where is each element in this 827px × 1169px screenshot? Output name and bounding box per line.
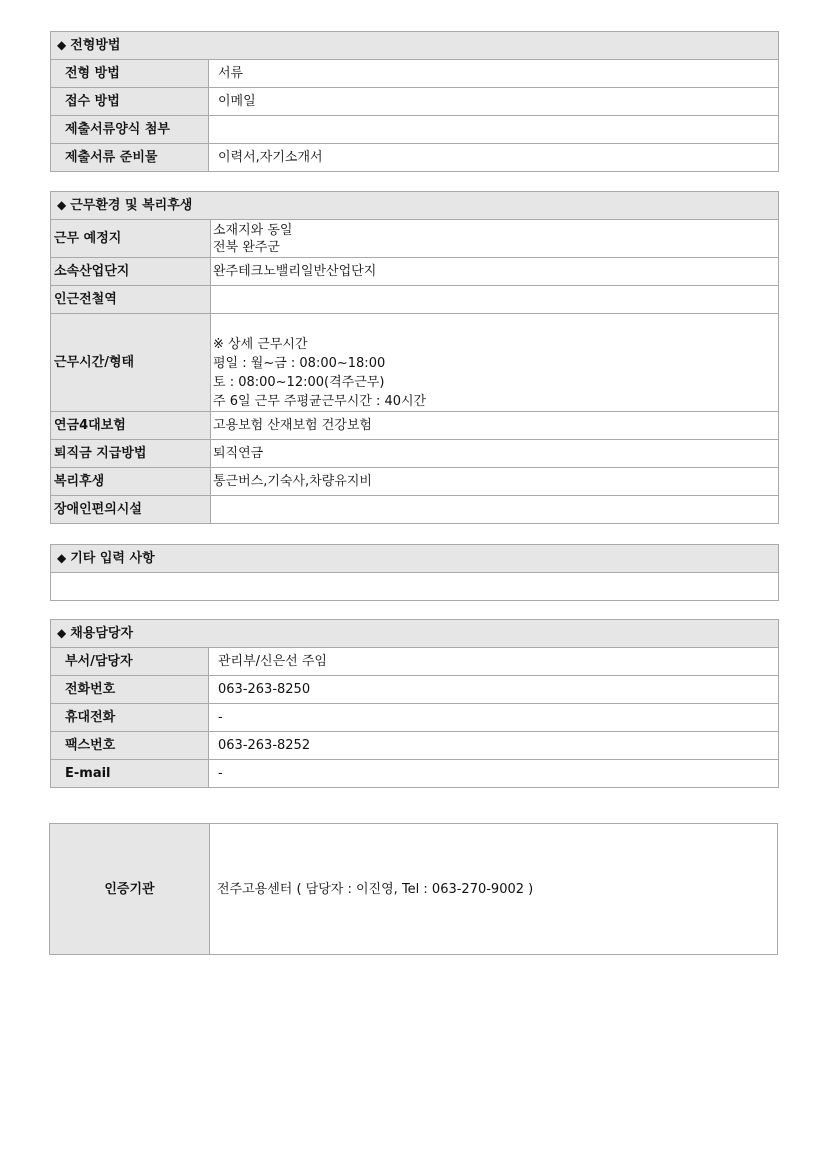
location-label: 근무 예정지 (51, 220, 211, 258)
work-table (50, 191, 779, 524)
insurance-label: 연금4대보험 (51, 412, 211, 440)
welfare-label: 복리후생 (51, 468, 211, 496)
fax-value: 063-263-8252 (209, 732, 779, 760)
insurance-value: 고용보험 산재보험 건강보험 (211, 412, 779, 440)
certification-label: 인증기관 (50, 824, 210, 955)
industrial-value: 완주테크노밸리일반산업단지 (211, 258, 779, 286)
etc-value (51, 573, 779, 601)
documents-value: 이력서,자기소개서 (209, 144, 779, 172)
certification-value: 전주고용센터 ( 담당자 : 이진영, Tel : 063-270-9002 ) (210, 824, 778, 955)
phone-label: 전화번호 (51, 676, 209, 704)
method-value: 서류 (209, 60, 779, 88)
mobile-value: - (209, 704, 779, 732)
welfare-value: 통근버스,기숙사,차량유지비 (211, 468, 779, 496)
fax-label: 팩스번호 (51, 732, 209, 760)
form-attachment-value (209, 116, 779, 144)
phone-value: 063-263-8250 (209, 676, 779, 704)
contact-table (50, 619, 779, 788)
industrial-label: 소속산업단지 (51, 258, 211, 286)
hours-value: ※ 상세 근무시간 평일 : 월~금 : 08:00~18:00 토 : 08:00~12:00(격주근무) 주 6일 근무 주평균근무시간 : 40시간 (211, 314, 779, 412)
station-label: 인근전철역 (51, 286, 211, 314)
receipt-label: 접수 방법 (51, 88, 209, 116)
manager-label: 부서/담당자 (51, 648, 209, 676)
email-value: - (209, 760, 779, 788)
documents-label: 제출서류 준비물 (51, 144, 209, 172)
receipt-value: 이메일 (209, 88, 779, 116)
severance-label: 퇴직금 지급방법 (51, 440, 211, 468)
etc-header: ◆ 기타 입력 사항 (51, 545, 779, 573)
method-label: 전형 방법 (51, 60, 209, 88)
location-value: 소재지와 동일 전북 완주군 (211, 220, 779, 258)
diamond-icon: ◆ (57, 198, 67, 212)
disabled-facility-value (211, 496, 779, 524)
manager-value: 관리부/신은선 주임 (209, 648, 779, 676)
hours-label: 근무시간/형태 (51, 314, 211, 412)
station-value (211, 286, 779, 314)
selection-header: ◆ 전형방법 (51, 32, 779, 60)
selection-table (50, 31, 779, 172)
disabled-facility-label: 장애인편의시설 (51, 496, 211, 524)
diamond-icon: ◆ (57, 551, 67, 565)
form-attachment-label: 제출서류양식 첨부 (51, 116, 209, 144)
diamond-icon: ◆ (57, 38, 67, 52)
certification-table (49, 823, 778, 955)
severance-value: 퇴직연금 (211, 440, 779, 468)
diamond-icon: ◆ (57, 626, 67, 640)
work-header: ◆ 근무환경 및 복리후생 (51, 192, 779, 220)
contact-header: ◆ 채용담당자 (51, 620, 779, 648)
email-label: E-mail (51, 760, 209, 788)
etc-table (50, 544, 779, 601)
mobile-label: 휴대전화 (51, 704, 209, 732)
